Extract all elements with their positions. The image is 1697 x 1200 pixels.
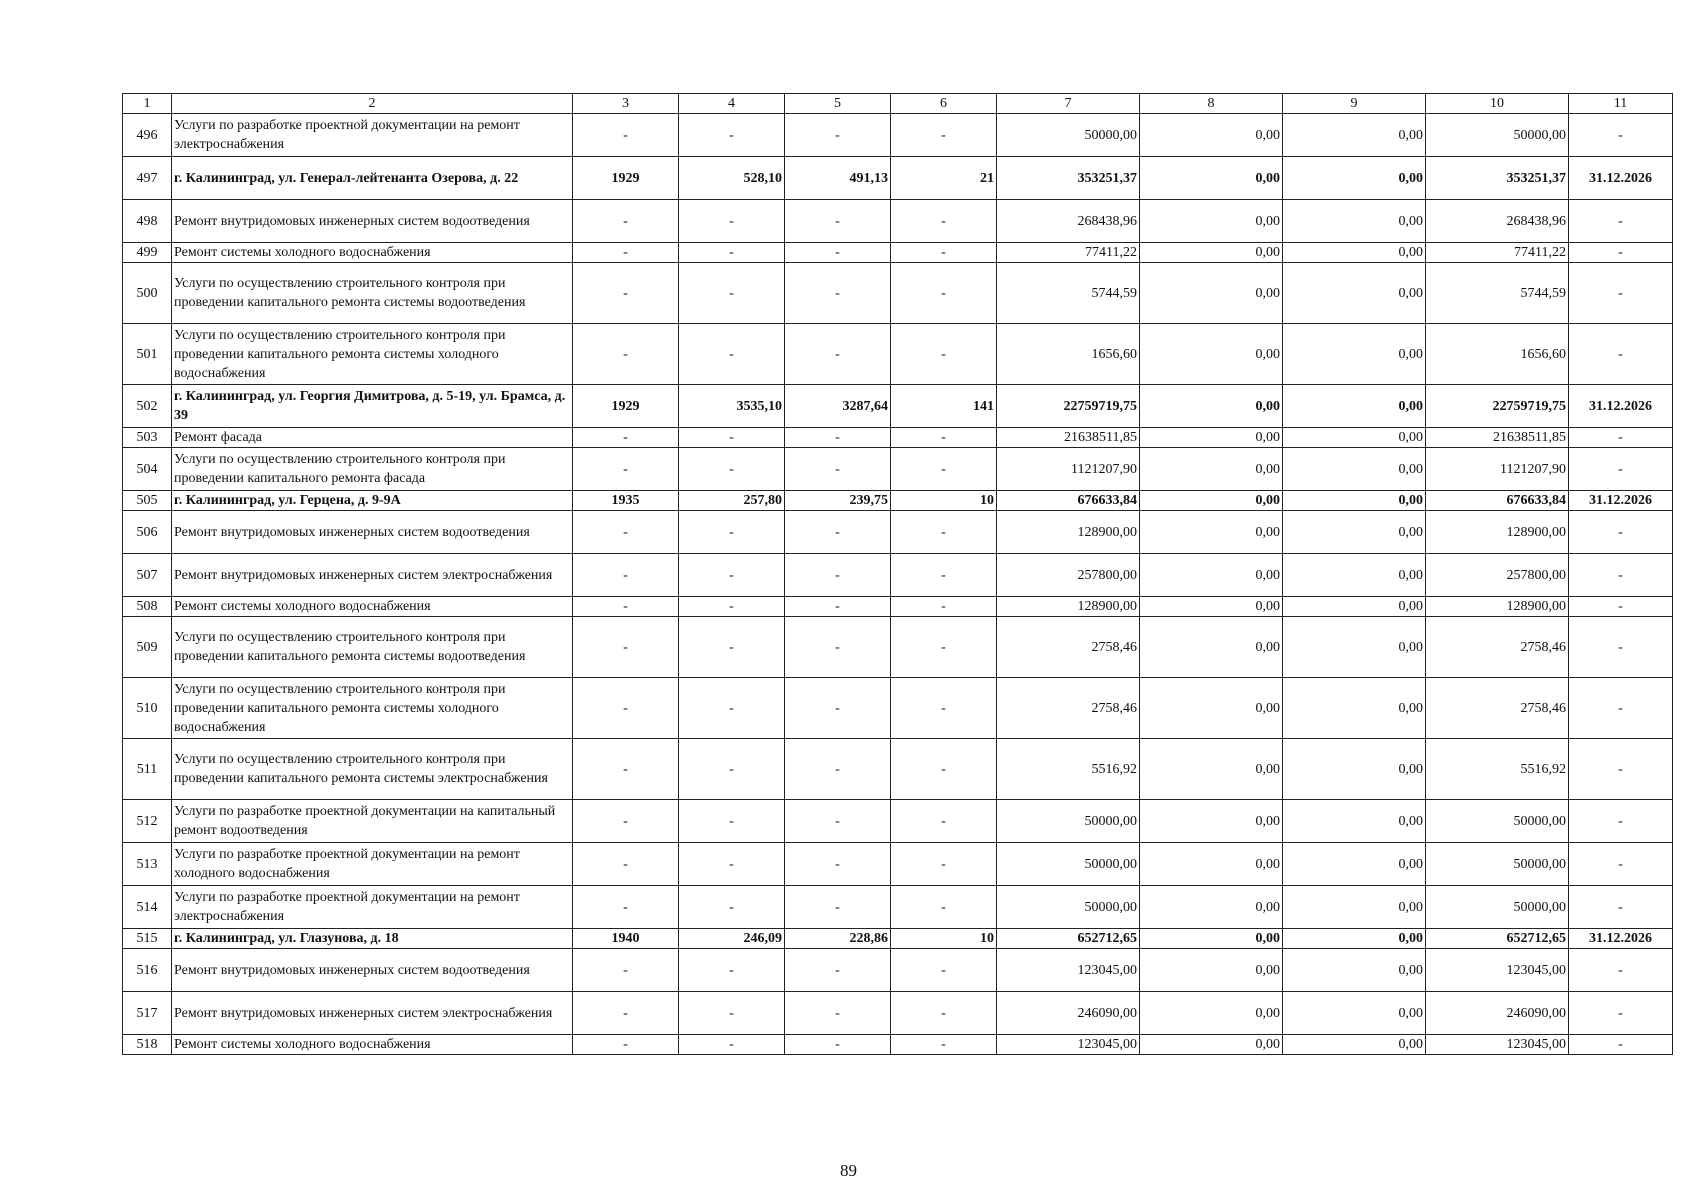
row-number-cell: 509 <box>123 617 172 678</box>
deadline-cell: 31.12.2026 <box>1569 385 1673 428</box>
item-name-cell: Ремонт внутридомовых инженерных систем электроснабжения <box>172 554 573 597</box>
col4-cell: - <box>679 263 785 324</box>
col10-cell: 128900,00 <box>1426 511 1569 554</box>
item-name-cell: Ремонт внутридомовых инженерных систем водоотведения <box>172 200 573 243</box>
column-number-header: 1 <box>123 94 172 114</box>
deadline-cell: - <box>1569 243 1673 263</box>
col5-cell: - <box>785 1035 891 1055</box>
col4-cell: - <box>679 843 785 886</box>
work-item-row <box>123 200 1673 243</box>
col4-cell: 3535,10 <box>679 385 785 428</box>
item-name-cell: Услуги по осуществлению строительного контроля при проведении капитального ремонта системы водоотведения <box>172 263 573 324</box>
col9-cell: 0,00 <box>1283 114 1426 157</box>
year-cell: - <box>573 511 679 554</box>
col8-cell: 0,00 <box>1140 200 1283 243</box>
col10-cell: 50000,00 <box>1426 886 1569 929</box>
deadline-cell: 31.12.2026 <box>1569 929 1673 949</box>
col5-cell: - <box>785 263 891 324</box>
year-cell: - <box>573 1035 679 1055</box>
total-cost-cell: 5516,92 <box>997 739 1140 800</box>
row-number-cell: 516 <box>123 949 172 992</box>
total-cost-cell: 652712,65 <box>997 929 1140 949</box>
work-item-row <box>123 324 1673 385</box>
col10-cell: 2758,46 <box>1426 617 1569 678</box>
column-number-header: 9 <box>1283 94 1426 114</box>
row-number-cell: 501 <box>123 324 172 385</box>
col9-cell: 0,00 <box>1283 428 1426 448</box>
year-cell: - <box>573 554 679 597</box>
col6-cell: - <box>891 949 997 992</box>
col6-cell: - <box>891 843 997 886</box>
col8-cell: 0,00 <box>1140 114 1283 157</box>
col10-cell: 21638511,85 <box>1426 428 1569 448</box>
col10-cell: 123045,00 <box>1426 949 1569 992</box>
col8-cell: 0,00 <box>1140 385 1283 428</box>
year-cell: - <box>573 886 679 929</box>
col4-cell: 257,80 <box>679 491 785 511</box>
deadline-cell: - <box>1569 428 1673 448</box>
address-row <box>123 491 1673 511</box>
total-cost-cell: 50000,00 <box>997 886 1140 929</box>
total-cost-cell: 123045,00 <box>997 1035 1140 1055</box>
col5-cell: - <box>785 243 891 263</box>
total-cost-cell: 128900,00 <box>997 597 1140 617</box>
item-name-cell: Услуги по осуществлению строительного контроля при проведении капитального ремонта фасада <box>172 448 573 491</box>
col10-cell: 2758,46 <box>1426 678 1569 739</box>
item-name-cell: Услуги по осуществлению строительного контроля при проведении капитального ремонта системы холодного водоснабжения <box>172 678 573 739</box>
col4-cell: - <box>679 1035 785 1055</box>
col6-cell: 141 <box>891 385 997 428</box>
col4-cell: - <box>679 678 785 739</box>
total-cost-cell: 246090,00 <box>997 992 1140 1035</box>
col9-cell: 0,00 <box>1283 678 1426 739</box>
column-number-header: 10 <box>1426 94 1569 114</box>
col8-cell: 0,00 <box>1140 597 1283 617</box>
item-name-cell: Услуги по разработке проектной документации на капитальный ремонт водоотведения <box>172 800 573 843</box>
col10-cell: 353251,37 <box>1426 157 1569 200</box>
col4-cell: - <box>679 448 785 491</box>
row-number-cell: 515 <box>123 929 172 949</box>
col10-cell: 128900,00 <box>1426 597 1569 617</box>
item-name-cell: г. Калининград, ул. Глазунова, д. 18 <box>172 929 573 949</box>
column-number-header: 5 <box>785 94 891 114</box>
col10-cell: 257800,00 <box>1426 554 1569 597</box>
col9-cell: 0,00 <box>1283 739 1426 800</box>
year-cell: - <box>573 448 679 491</box>
col6-cell: - <box>891 554 997 597</box>
year-cell: - <box>573 324 679 385</box>
col4-cell: - <box>679 800 785 843</box>
table-body <box>123 94 1673 1055</box>
col10-cell: 1656,60 <box>1426 324 1569 385</box>
col9-cell: 0,00 <box>1283 929 1426 949</box>
row-number-cell: 507 <box>123 554 172 597</box>
deadline-cell: - <box>1569 739 1673 800</box>
year-cell: 1929 <box>573 157 679 200</box>
work-item-row <box>123 843 1673 886</box>
column-number-header: 11 <box>1569 94 1673 114</box>
col10-cell: 1121207,90 <box>1426 448 1569 491</box>
item-name-cell: Ремонт системы холодного водоснабжения <box>172 243 573 263</box>
col10-cell: 50000,00 <box>1426 800 1569 843</box>
col5-cell: - <box>785 800 891 843</box>
col10-cell: 50000,00 <box>1426 114 1569 157</box>
year-cell: - <box>573 843 679 886</box>
row-number-cell: 497 <box>123 157 172 200</box>
col4-cell: 246,09 <box>679 929 785 949</box>
item-name-cell: Услуги по осуществлению строительного контроля при проведении капитального ремонта системы водоотведения <box>172 617 573 678</box>
total-cost-cell: 123045,00 <box>997 949 1140 992</box>
col6-cell: - <box>891 739 997 800</box>
year-cell: 1935 <box>573 491 679 511</box>
column-number-header: 6 <box>891 94 997 114</box>
col5-cell: - <box>785 597 891 617</box>
year-cell: - <box>573 263 679 324</box>
col9-cell: 0,00 <box>1283 324 1426 385</box>
column-number-header-row <box>123 94 1673 114</box>
item-name-cell: Услуги по разработке проектной документации на ремонт холодного водоснабжения <box>172 843 573 886</box>
col10-cell: 676633,84 <box>1426 491 1569 511</box>
total-cost-cell: 21638511,85 <box>997 428 1140 448</box>
col8-cell: 0,00 <box>1140 800 1283 843</box>
col9-cell: 0,00 <box>1283 843 1426 886</box>
col5-cell: - <box>785 448 891 491</box>
total-cost-cell: 257800,00 <box>997 554 1140 597</box>
deadline-cell: - <box>1569 448 1673 491</box>
item-name-cell: Ремонт внутридомовых инженерных систем водоотведения <box>172 511 573 554</box>
col8-cell: 0,00 <box>1140 949 1283 992</box>
col9-cell: 0,00 <box>1283 243 1426 263</box>
col10-cell: 5516,92 <box>1426 739 1569 800</box>
total-cost-cell: 2758,46 <box>997 617 1140 678</box>
col6-cell: - <box>891 617 997 678</box>
col4-cell: - <box>679 428 785 448</box>
row-number-cell: 514 <box>123 886 172 929</box>
col5-cell: 239,75 <box>785 491 891 511</box>
total-cost-cell: 1121207,90 <box>997 448 1140 491</box>
col5-cell: - <box>785 949 891 992</box>
row-number-cell: 503 <box>123 428 172 448</box>
total-cost-cell: 50000,00 <box>997 114 1140 157</box>
col9-cell: 0,00 <box>1283 157 1426 200</box>
col5-cell: - <box>785 114 891 157</box>
work-item-row <box>123 1035 1673 1055</box>
col8-cell: 0,00 <box>1140 886 1283 929</box>
row-number-cell: 506 <box>123 511 172 554</box>
col10-cell: 123045,00 <box>1426 1035 1569 1055</box>
total-cost-cell: 676633,84 <box>997 491 1140 511</box>
year-cell: - <box>573 617 679 678</box>
col8-cell: 0,00 <box>1140 324 1283 385</box>
col8-cell: 0,00 <box>1140 929 1283 949</box>
col6-cell: - <box>891 263 997 324</box>
row-number-cell: 496 <box>123 114 172 157</box>
col9-cell: 0,00 <box>1283 949 1426 992</box>
column-number-header: 7 <box>997 94 1140 114</box>
total-cost-cell: 50000,00 <box>997 843 1140 886</box>
row-number-cell: 511 <box>123 739 172 800</box>
row-number-cell: 505 <box>123 491 172 511</box>
col9-cell: 0,00 <box>1283 992 1426 1035</box>
address-row <box>123 385 1673 428</box>
col6-cell: - <box>891 597 997 617</box>
item-name-cell: г. Калининград, ул. Генерал-лейтенанта Озерова, д. 22 <box>172 157 573 200</box>
column-number-header: 3 <box>573 94 679 114</box>
deadline-cell: - <box>1569 114 1673 157</box>
col5-cell: - <box>785 617 891 678</box>
year-cell: 1940 <box>573 929 679 949</box>
total-cost-cell: 128900,00 <box>997 511 1140 554</box>
total-cost-cell: 2758,46 <box>997 678 1140 739</box>
row-number-cell: 504 <box>123 448 172 491</box>
work-item-row <box>123 243 1673 263</box>
col4-cell: - <box>679 617 785 678</box>
item-name-cell: Услуги по осуществлению строительного контроля при проведении капитального ремонта системы электроснабжения <box>172 739 573 800</box>
work-item-row <box>123 617 1673 678</box>
col4-cell: - <box>679 200 785 243</box>
row-number-cell: 512 <box>123 800 172 843</box>
col8-cell: 0,00 <box>1140 617 1283 678</box>
col6-cell: - <box>891 511 997 554</box>
deadline-cell: - <box>1569 992 1673 1035</box>
year-cell: - <box>573 597 679 617</box>
total-cost-cell: 50000,00 <box>997 800 1140 843</box>
col5-cell: - <box>785 739 891 800</box>
item-name-cell: Ремонт системы холодного водоснабжения <box>172 597 573 617</box>
work-item-row <box>123 949 1673 992</box>
col5-cell: - <box>785 200 891 243</box>
col10-cell: 50000,00 <box>1426 843 1569 886</box>
year-cell: - <box>573 428 679 448</box>
work-item-row <box>123 448 1673 491</box>
deadline-cell: - <box>1569 843 1673 886</box>
col4-cell: - <box>679 739 785 800</box>
total-cost-cell: 22759719,75 <box>997 385 1140 428</box>
work-item-row <box>123 511 1673 554</box>
row-number-cell: 518 <box>123 1035 172 1055</box>
work-item-row <box>123 554 1673 597</box>
item-name-cell: Услуги по разработке проектной документации на ремонт электроснабжения <box>172 114 573 157</box>
col5-cell: 491,13 <box>785 157 891 200</box>
deadline-cell: - <box>1569 263 1673 324</box>
column-number-header: 4 <box>679 94 785 114</box>
col5-cell: - <box>785 886 891 929</box>
col9-cell: 0,00 <box>1283 385 1426 428</box>
col4-cell: - <box>679 554 785 597</box>
col4-cell: - <box>679 511 785 554</box>
col10-cell: 246090,00 <box>1426 992 1569 1035</box>
col8-cell: 0,00 <box>1140 511 1283 554</box>
work-item-row <box>123 992 1673 1035</box>
year-cell: 1929 <box>573 385 679 428</box>
deadline-cell: - <box>1569 554 1673 597</box>
row-number-cell: 499 <box>123 243 172 263</box>
col5-cell: - <box>785 428 891 448</box>
col9-cell: 0,00 <box>1283 800 1426 843</box>
work-item-row <box>123 428 1673 448</box>
col5-cell: - <box>785 992 891 1035</box>
page-number: 89 <box>840 1161 857 1180</box>
col10-cell: 652712,65 <box>1426 929 1569 949</box>
col8-cell: 0,00 <box>1140 554 1283 597</box>
col9-cell: 0,00 <box>1283 617 1426 678</box>
row-number-cell: 498 <box>123 200 172 243</box>
total-cost-cell: 5744,59 <box>997 263 1140 324</box>
row-number-cell: 502 <box>123 385 172 428</box>
deadline-cell: - <box>1569 200 1673 243</box>
col6-cell: - <box>891 324 997 385</box>
year-cell: - <box>573 114 679 157</box>
col5-cell: - <box>785 324 891 385</box>
col8-cell: 0,00 <box>1140 243 1283 263</box>
total-cost-cell: 353251,37 <box>997 157 1140 200</box>
year-cell: - <box>573 739 679 800</box>
col5-cell: - <box>785 554 891 597</box>
col9-cell: 0,00 <box>1283 511 1426 554</box>
col6-cell: 21 <box>891 157 997 200</box>
col6-cell: - <box>891 992 997 1035</box>
col9-cell: 0,00 <box>1283 597 1426 617</box>
col4-cell: - <box>679 114 785 157</box>
col4-cell: - <box>679 949 785 992</box>
deadline-cell: - <box>1569 800 1673 843</box>
row-number-cell: 513 <box>123 843 172 886</box>
col6-cell: - <box>891 448 997 491</box>
year-cell: - <box>573 678 679 739</box>
deadline-cell: 31.12.2026 <box>1569 157 1673 200</box>
row-number-cell: 517 <box>123 992 172 1035</box>
col10-cell: 77411,22 <box>1426 243 1569 263</box>
col8-cell: 0,00 <box>1140 1035 1283 1055</box>
col8-cell: 0,00 <box>1140 263 1283 324</box>
deadline-cell: - <box>1569 324 1673 385</box>
item-name-cell: Ремонт внутридомовых инженерных систем электроснабжения <box>172 992 573 1035</box>
col5-cell: - <box>785 843 891 886</box>
col9-cell: 0,00 <box>1283 200 1426 243</box>
col9-cell: 0,00 <box>1283 886 1426 929</box>
work-item-row <box>123 678 1673 739</box>
col8-cell: 0,00 <box>1140 843 1283 886</box>
row-number-cell: 510 <box>123 678 172 739</box>
year-cell: - <box>573 243 679 263</box>
col5-cell: - <box>785 678 891 739</box>
work-item-row <box>123 739 1673 800</box>
item-name-cell: Ремонт внутридомовых инженерных систем водоотведения <box>172 949 573 992</box>
total-cost-cell: 77411,22 <box>997 243 1140 263</box>
col4-cell: - <box>679 324 785 385</box>
item-name-cell: Ремонт системы холодного водоснабжения <box>172 1035 573 1055</box>
item-name-cell: Услуги по осуществлению строительного контроля при проведении капитального ремонта системы холодного водоснабжения <box>172 324 573 385</box>
item-name-cell: г. Калининград, ул. Герцена, д. 9-9А <box>172 491 573 511</box>
deadline-cell: - <box>1569 949 1673 992</box>
col10-cell: 268438,96 <box>1426 200 1569 243</box>
col5-cell: 3287,64 <box>785 385 891 428</box>
col6-cell: 10 <box>891 491 997 511</box>
col8-cell: 0,00 <box>1140 739 1283 800</box>
row-number-cell: 508 <box>123 597 172 617</box>
col6-cell: - <box>891 428 997 448</box>
col4-cell: - <box>679 597 785 617</box>
work-item-row <box>123 800 1673 843</box>
col6-cell: - <box>891 800 997 843</box>
total-cost-cell: 268438,96 <box>997 200 1140 243</box>
work-item-row <box>123 263 1673 324</box>
item-name-cell: г. Калининград, ул. Георгия Димитрова, д. 5-19, ул. Брамса, д. 39 <box>172 385 573 428</box>
col4-cell: - <box>679 992 785 1035</box>
work-item-row <box>123 597 1673 617</box>
deadline-cell: - <box>1569 597 1673 617</box>
col10-cell: 22759719,75 <box>1426 385 1569 428</box>
deadline-cell: - <box>1569 617 1673 678</box>
col4-cell: - <box>679 886 785 929</box>
address-row <box>123 157 1673 200</box>
col9-cell: 0,00 <box>1283 554 1426 597</box>
item-name-cell: Услуги по разработке проектной документации на ремонт электроснабжения <box>172 886 573 929</box>
col4-cell: 528,10 <box>679 157 785 200</box>
deadline-cell: - <box>1569 1035 1673 1055</box>
col8-cell: 0,00 <box>1140 992 1283 1035</box>
col9-cell: 0,00 <box>1283 448 1426 491</box>
col8-cell: 0,00 <box>1140 678 1283 739</box>
col9-cell: 0,00 <box>1283 1035 1426 1055</box>
col5-cell: - <box>785 511 891 554</box>
col6-cell: - <box>891 114 997 157</box>
col6-cell: - <box>891 1035 997 1055</box>
col4-cell: - <box>679 243 785 263</box>
col6-cell: - <box>891 678 997 739</box>
total-cost-cell: 1656,60 <box>997 324 1140 385</box>
column-number-header: 8 <box>1140 94 1283 114</box>
work-item-row <box>123 886 1673 929</box>
col6-cell: - <box>891 200 997 243</box>
deadline-cell: - <box>1569 511 1673 554</box>
col6-cell: 10 <box>891 929 997 949</box>
year-cell: - <box>573 949 679 992</box>
col5-cell: 228,86 <box>785 929 891 949</box>
repair-schedule-table <box>122 93 1673 1055</box>
col8-cell: 0,00 <box>1140 428 1283 448</box>
col9-cell: 0,00 <box>1283 491 1426 511</box>
col9-cell: 0,00 <box>1283 263 1426 324</box>
col8-cell: 0,00 <box>1140 491 1283 511</box>
column-number-header: 2 <box>172 94 573 114</box>
year-cell: - <box>573 200 679 243</box>
deadline-cell: 31.12.2026 <box>1569 491 1673 511</box>
item-name-cell: Ремонт фасада <box>172 428 573 448</box>
col6-cell: - <box>891 886 997 929</box>
deadline-cell: - <box>1569 886 1673 929</box>
col6-cell: - <box>891 243 997 263</box>
address-row <box>123 929 1673 949</box>
deadline-cell: - <box>1569 678 1673 739</box>
row-number-cell: 500 <box>123 263 172 324</box>
col10-cell: 5744,59 <box>1426 263 1569 324</box>
col8-cell: 0,00 <box>1140 157 1283 200</box>
year-cell: - <box>573 992 679 1035</box>
year-cell: - <box>573 800 679 843</box>
work-item-row <box>123 114 1673 157</box>
col8-cell: 0,00 <box>1140 448 1283 491</box>
